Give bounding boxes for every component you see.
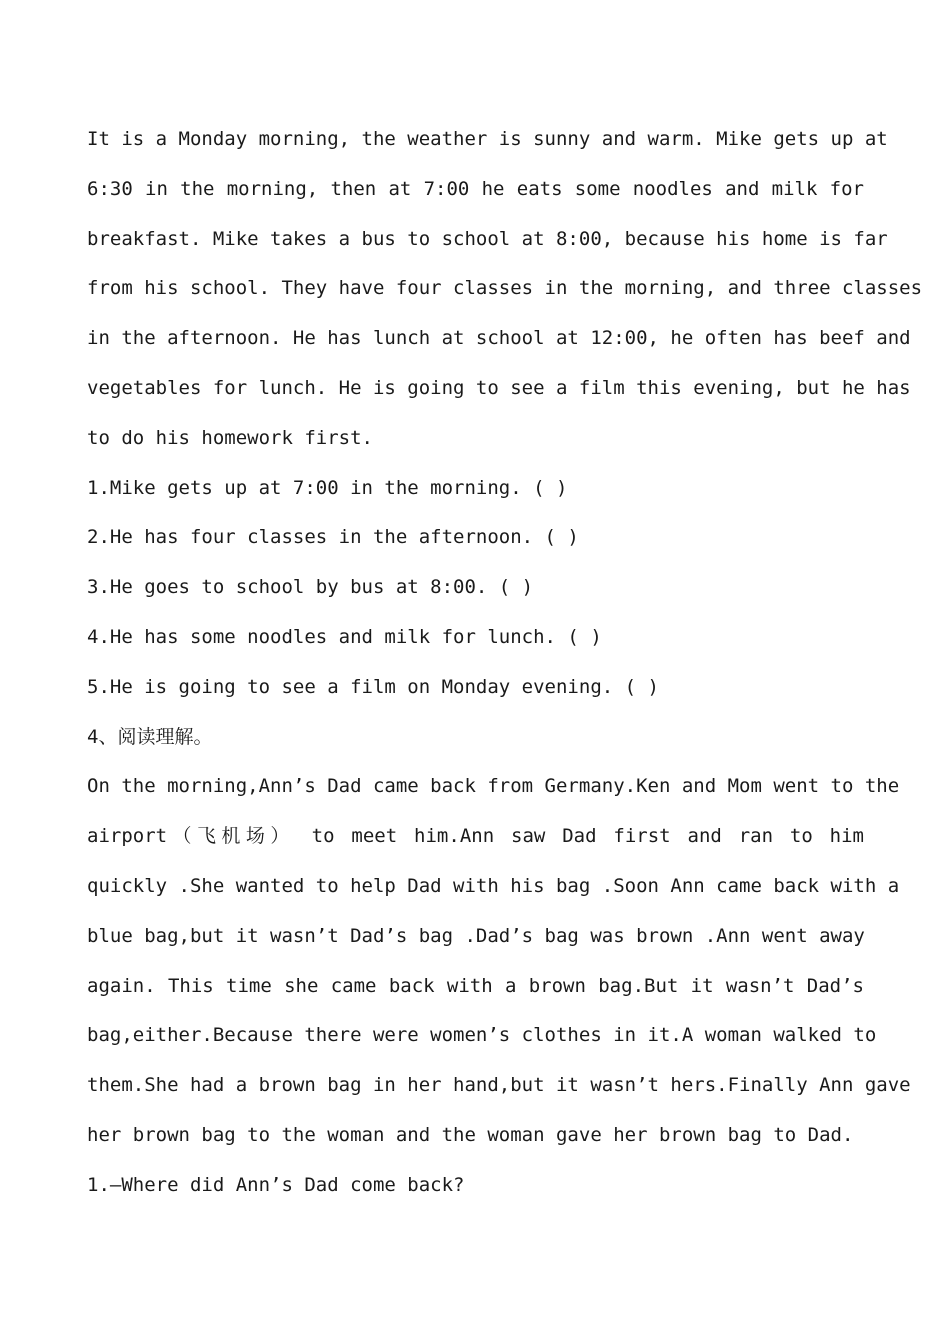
document-page — [87, 115, 923, 1211]
passage-1-line: in the afternoon. He has lunch at school at 12:00, he often has beef and — [87, 327, 911, 350]
passage-1-line: from his school. They have four classes in the morning, and three classes — [87, 277, 923, 300]
passage-2-line: them.She had a brown bag in her hand,but it wasn’t hers.Finally Ann gave — [87, 1074, 911, 1097]
passage-2-line: blue bag,but it wasn’t Dad’s bag .Dad’s bag was brown .Ann went away — [87, 924, 865, 947]
passage-1-line: to do his homework first. — [87, 426, 373, 449]
question-item: 1.Mike gets up at 7:00 in the morning. ( ) — [87, 476, 568, 499]
true-false-questions — [87, 464, 864, 713]
passage-2-line: her brown bag to the woman and the woman gave her brown bag to Dad. — [87, 1123, 854, 1146]
section-heading: 4、阅读理解。 — [87, 725, 213, 748]
passage-1-line: breakfast. Mike takes a bus to school at 8:00, because his home is far — [87, 227, 888, 250]
question-item: 5.He is going to see a film on Monday evening. ( ) — [87, 675, 659, 698]
passage-2-line: quickly .She wanted to help Dad with his bag .Soon Ann came back with a — [87, 874, 900, 897]
question-item: 2.He has four classes in the afternoon. ( ) — [87, 526, 579, 549]
passage-2-line: On the morning,Ann’s Dad came back from Germany.Ken and Mom went to the — [87, 775, 900, 798]
passage-1 — [87, 115, 923, 464]
passage-1-line: vegetables for lunch. He is going to see a film this evening, but he has — [87, 376, 911, 399]
question-item: 4.He has some noodles and milk for lunch. ( ) — [87, 625, 602, 648]
question-item: 3.He goes to school by bus at 8:00. ( ) — [87, 576, 534, 599]
passage-2-line: bag,either.Because there were women’s clothes in it.A woman walked to — [87, 1024, 877, 1047]
passage-2-line: again. This time she came back with a brown bag.But it wasn’t Dad’s — [87, 974, 864, 997]
passage-2-line: airport（飞机场） to meet him.Ann saw Dad first and ran to him — [87, 825, 864, 848]
passage-1-line: It is a Monday morning, the weather is sunny and warm. Mike gets up at — [87, 128, 888, 150]
passage-1-line: 6:30 in the morning, then at 7:00 he eats some noodles and milk for — [87, 177, 864, 200]
question-item: 1.—Where did Ann’s Dad come back? — [87, 1173, 465, 1196]
comprehension-questions — [87, 1161, 864, 1211]
passage-2 — [87, 762, 911, 1160]
